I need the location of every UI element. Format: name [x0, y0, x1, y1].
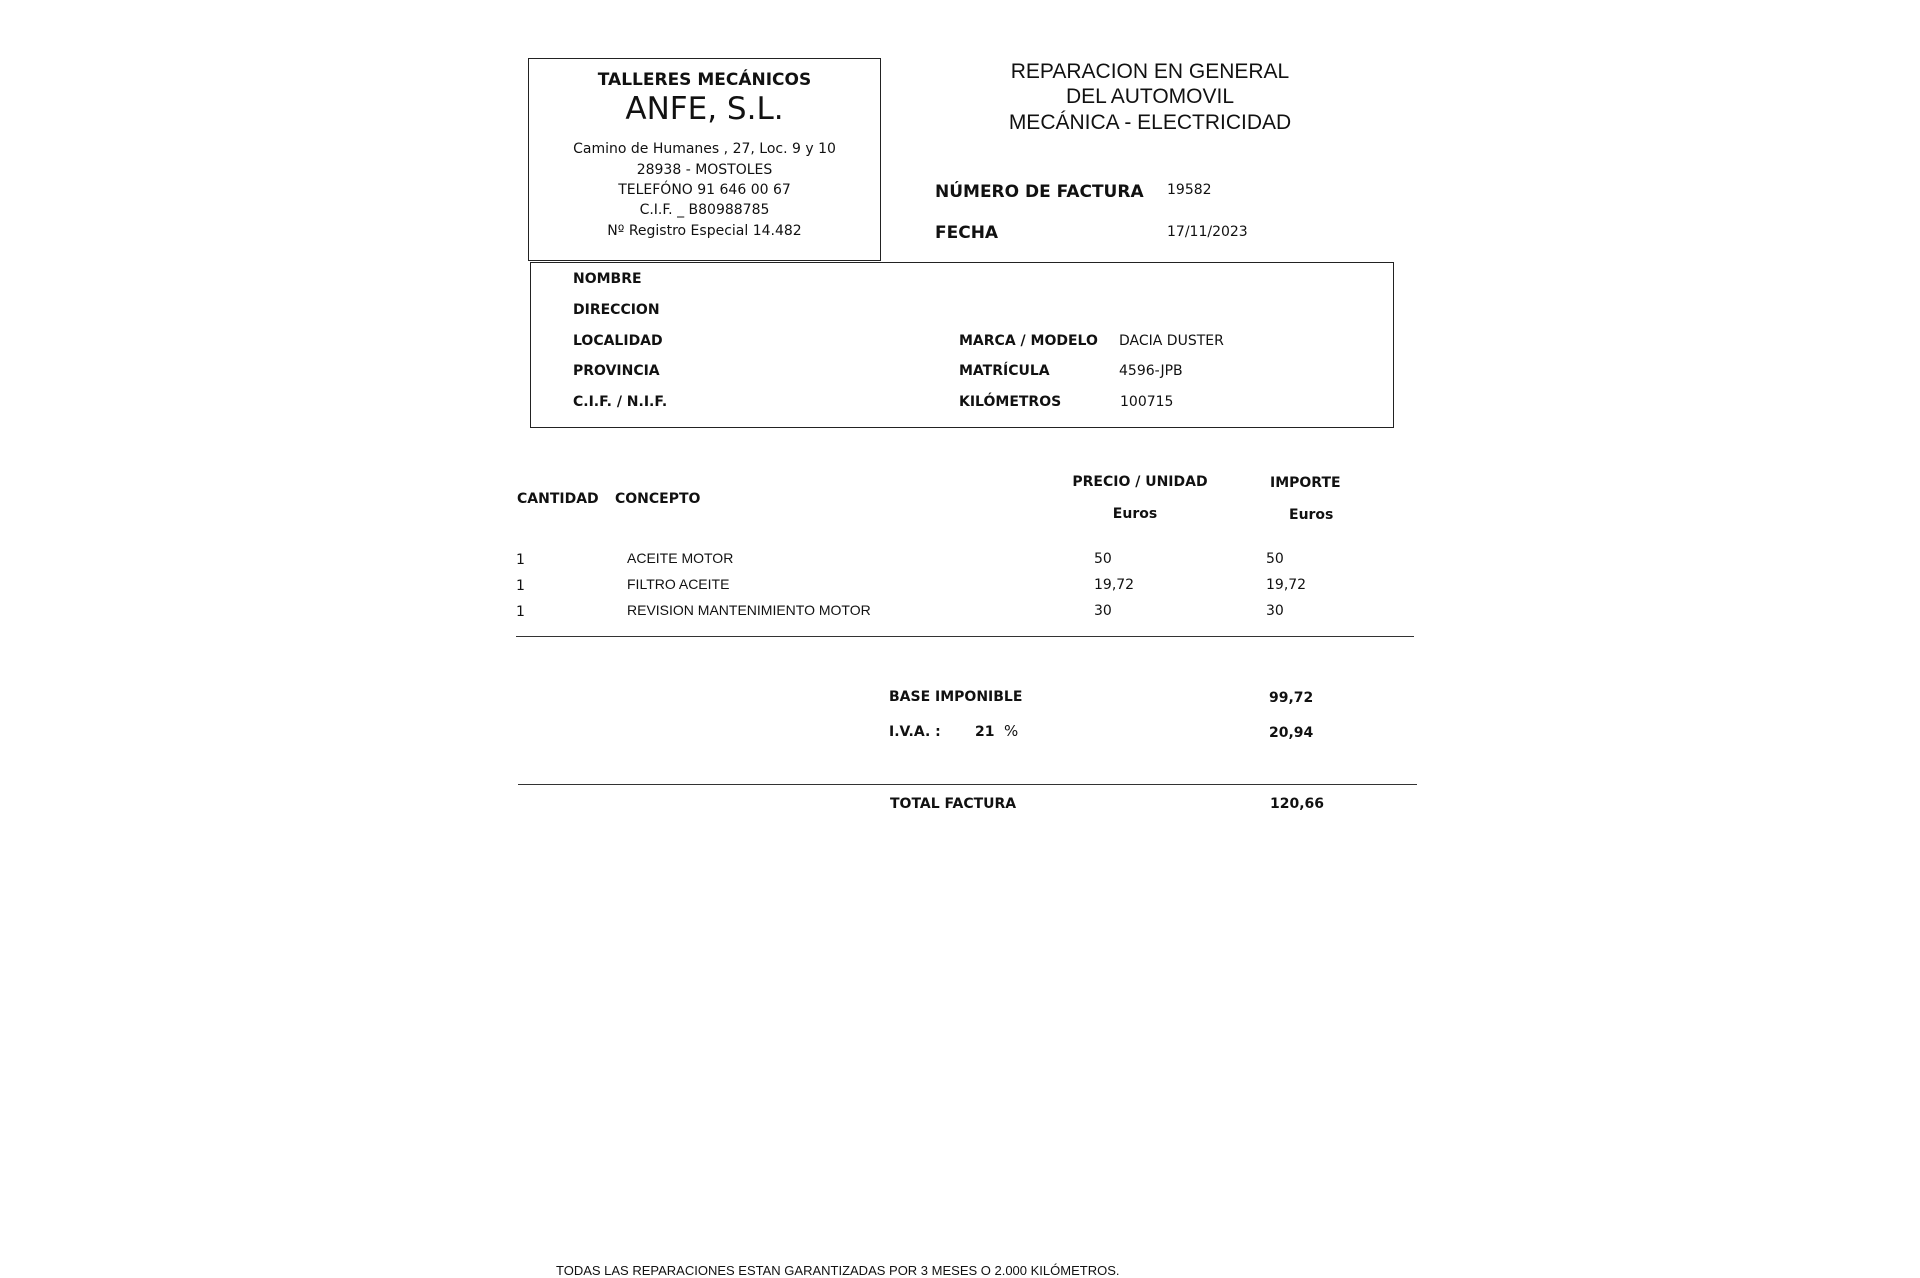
client-province-label: PROVINCIA: [573, 363, 660, 379]
invoice-number-label: NÚMERO DE FACTURA: [935, 182, 1144, 202]
totals-divider: [518, 784, 1417, 785]
col-amount-header: IMPORTE: [1270, 475, 1341, 491]
invoice-number: 19582: [1167, 182, 1212, 198]
vehicle-plate-label: MATRÍCULA: [959, 363, 1050, 379]
company-line1: TALLERES MECÁNICOS: [597, 70, 812, 90]
total-value: 120,66: [1270, 796, 1325, 812]
iva-percent-sign: %: [1004, 722, 1019, 740]
items-divider: [516, 636, 1414, 637]
company-cif: C.I.F. _ B80988785: [639, 202, 770, 218]
row-qty: 1: [516, 604, 525, 620]
company-address: Camino de Humanes , 27, Loc. 9 y 10: [573, 141, 836, 157]
row-price: 19,72: [1094, 577, 1135, 593]
company-registry: Nº Registro Especial 14.482: [607, 223, 802, 239]
client-nif-label: C.I.F. / N.I.F.: [573, 394, 668, 410]
col-price-unit: Euros: [1112, 506, 1158, 522]
row-amount: 30: [1266, 603, 1284, 619]
client-locality-label: LOCALIDAD: [573, 333, 663, 349]
iva-value: 20,94: [1269, 725, 1314, 741]
base-label: BASE IMPONIBLE: [889, 689, 1023, 705]
row-amount: 19,72: [1266, 577, 1307, 593]
row-concept: FILTRO ACEITE: [627, 576, 730, 592]
warranty-footer: TODAS LAS REPARACIONES ESTAN GARANTIZADAS POR 3 MESES O 2.000 KILÓMETROS.: [556, 1263, 1120, 1278]
invoice-date: 17/11/2023: [1167, 224, 1248, 240]
base-value: 99,72: [1269, 690, 1314, 706]
row-amount: 50: [1266, 551, 1284, 567]
row-price: 30: [1094, 603, 1112, 619]
company-phone: TELEFÓNO 91 646 00 67: [618, 182, 791, 198]
services-line3: MECÁNICA - ELECTRICIDAD: [1008, 111, 1292, 134]
col-price-header: PRECIO / UNIDAD: [1072, 474, 1208, 490]
services-line2: DEL AUTOMOVIL: [1065, 85, 1235, 108]
company-name: ANFE, S.L.: [625, 91, 784, 127]
row-qty: 1: [516, 578, 525, 594]
col-amount-unit: Euros: [1289, 507, 1334, 523]
iva-rate: 21: [975, 724, 995, 740]
row-qty: 1: [516, 552, 525, 568]
vehicle-km-label: KILÓMETROS: [959, 394, 1062, 410]
row-concept: ACEITE MOTOR: [627, 550, 734, 566]
row-price: 50: [1094, 551, 1112, 567]
vehicle-model-label: MARCA / MODELO: [959, 333, 1098, 349]
total-label: TOTAL FACTURA: [890, 796, 1017, 812]
vehicle-km: 100715: [1120, 394, 1174, 410]
client-address-label: DIRECCION: [573, 302, 660, 318]
client-name-label: NOMBRE: [573, 271, 642, 287]
iva-label: I.V.A. :: [889, 724, 941, 740]
col-concept-header: CONCEPTO: [615, 491, 701, 507]
services-line1: REPARACION EN GENERAL: [1010, 60, 1290, 83]
vehicle-plate: 4596-JPB: [1119, 363, 1183, 379]
vehicle-model: DACIA DUSTER: [1119, 333, 1224, 349]
invoice-date-label: FECHA: [935, 223, 999, 243]
company-city: 28938 - MOSTOLES: [636, 162, 773, 178]
col-qty-header: CANTIDAD: [517, 491, 599, 507]
row-concept: REVISION MANTENIMIENTO MOTOR: [627, 602, 871, 618]
